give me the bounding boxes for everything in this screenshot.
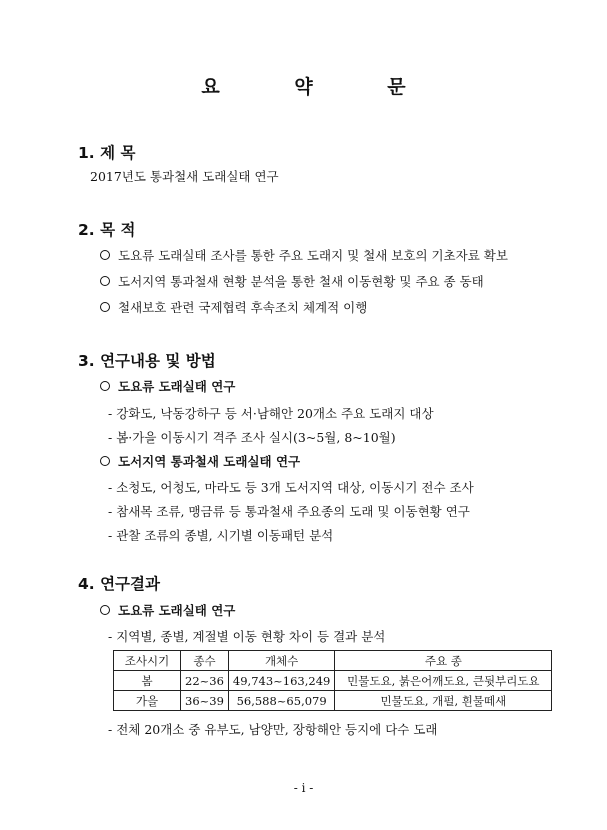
table-row	[114, 671, 552, 691]
list-item: - 강화도, 낙동강하구 등 서·남해안 20개소 주요 도래지 대상	[108, 406, 434, 421]
list-item: 도요류 도래실태 조사를 통한 주요 도래지 및 철새 보호의 기초자료 확보	[100, 246, 508, 264]
list-item: - 전체 20개소 중 유부도, 남양만, 장항해안 등지에 다수 도래	[108, 722, 438, 737]
list-item: - 지역별, 종별, 계절별 이동 현황 차이 등 결과 분석	[108, 629, 386, 644]
table-cell: 56,588~65,079	[228, 691, 334, 711]
circle-bullet-icon	[100, 605, 110, 615]
list-item: - 봄·가을 이동시기 격주 조사 실시(3~5월, 8~10월)	[108, 430, 396, 445]
subsection-title: 도요류 도래실태 연구	[100, 601, 235, 619]
section-4-heading: 4. 연구결과	[78, 575, 160, 593]
list-item: - 관찰 조류의 종별, 시기별 이동패턴 분석	[108, 528, 334, 543]
table-cell: 민물도요, 붉은어깨도요, 큰뒷부리도요	[335, 671, 552, 691]
table-header-cell: 종수	[181, 651, 229, 671]
section-1-heading: 1. 제 목	[78, 144, 136, 162]
table-cell: 봄	[114, 671, 181, 691]
table-cell: 22~36	[181, 671, 229, 691]
page-number: - i -	[293, 781, 314, 795]
table-cell: 가을	[114, 691, 181, 711]
list-item: 도서지역 통과철새 현황 분석을 통한 철새 이동현황 및 주요 종 동태	[100, 272, 484, 290]
section-2-heading: 2. 목 적	[78, 221, 136, 239]
list-item: - 참새목 조류, 맹금류 등 통과철새 주요종의 도래 및 이동현황 연구	[108, 504, 470, 519]
table-header-cell: 조사시기	[114, 651, 181, 671]
list-item: 철새보호 관련 국제협력 후속조치 체계적 이행	[100, 298, 367, 316]
circle-bullet-icon	[100, 302, 110, 312]
table-header-cell: 주요 종	[335, 651, 552, 671]
circle-bullet-icon	[100, 456, 110, 466]
subsection-title: 도요류 도래실태 연구	[100, 377, 235, 395]
table-row	[114, 691, 552, 711]
table-cell: 49,743~163,249	[228, 671, 334, 691]
subsection-title: 도서지역 통과철새 도래실태 연구	[100, 452, 300, 470]
section-1-text: 2017년도 통과철새 도래실태 연구	[90, 169, 279, 184]
table-header-cell: 개체수	[228, 651, 334, 671]
circle-bullet-icon	[100, 381, 110, 391]
list-item: - 소청도, 어청도, 마라도 등 3개 도서지역 대상, 이동시기 전수 조사	[108, 480, 474, 495]
table-cell: 36~39	[181, 691, 229, 711]
table-header-row	[114, 651, 552, 671]
circle-bullet-icon	[100, 250, 110, 260]
section-3-heading: 3. 연구내용 및 방법	[78, 352, 216, 370]
results-table	[113, 650, 552, 711]
table-cell: 민물도요, 개펄, 흰물떼새	[335, 691, 552, 711]
circle-bullet-icon	[100, 276, 110, 286]
page-title: 요 약 문	[201, 76, 440, 98]
